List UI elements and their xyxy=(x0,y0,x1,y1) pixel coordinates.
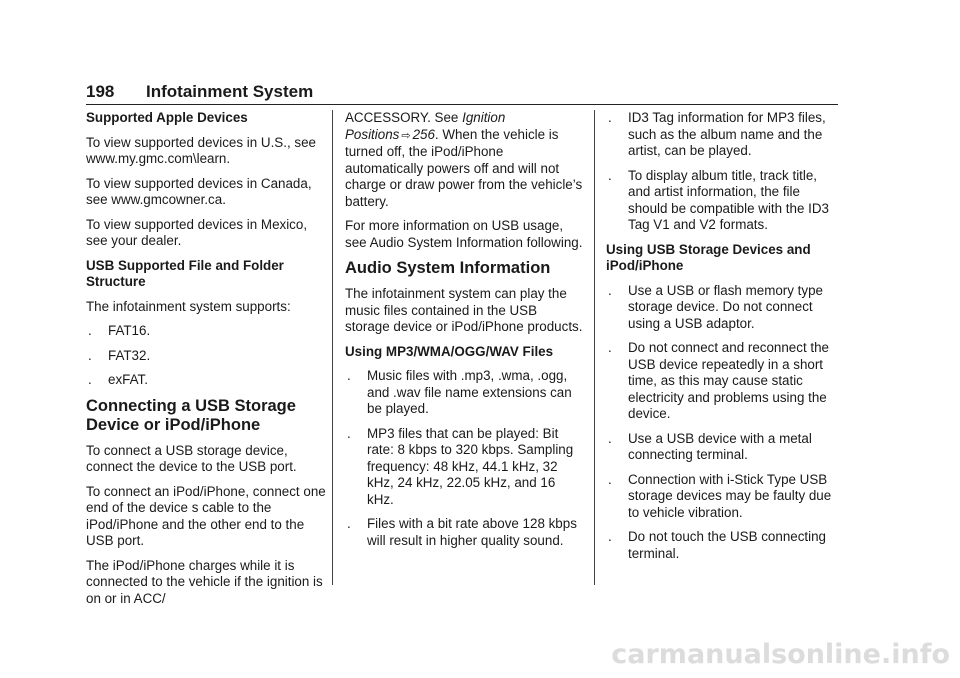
column-2 xyxy=(345,110,585,557)
heading-usb-file-structure: USB Supported File and Folder Structure xyxy=(86,257,284,289)
page-number: 198 xyxy=(86,82,115,101)
column-divider xyxy=(332,110,333,585)
bullet: . xyxy=(608,340,612,355)
bullet: . xyxy=(347,516,351,531)
paragraph-accessory: ACCESSORY. See Ignition Positions ⇨ 256. When the vehicle is turned off, the iPod/iPhone automatically powers off and will not charge or draw power from the vehicle’s battery. xyxy=(345,110,583,209)
bullet: . xyxy=(347,425,351,441)
list-item: . FAT16. xyxy=(88,323,151,338)
list-item: . Do not connect and reconnect the USB device repeatedly in a short time, as this may cause static electricity and problems using the device. xyxy=(608,340,829,421)
id3-tag-list xyxy=(606,110,842,234)
list-item: . MP3 files that can be played: Bit rate: 8 kbps to 320 kbps. Sampling frequency: 48 kHz, 44.1 kHz, 32 kHz, 24 kHz, 22.05 kHz, and 16 kHz. xyxy=(347,425,574,507)
column-1 xyxy=(86,110,326,615)
file-system-list xyxy=(86,323,326,389)
paragraph-mexico-devices: To view supported devices in Mexico, see your dealer. xyxy=(86,216,308,248)
bullet: . xyxy=(608,110,612,125)
paragraph-canada-devices: To view supported devices in Canada, see www.gmcowner.ca. xyxy=(86,175,312,207)
list-item: . FAT32. xyxy=(88,347,151,363)
mp3-files-list xyxy=(345,368,585,549)
bullet: . xyxy=(608,471,612,487)
page-ref-number[interactable]: 256 xyxy=(412,126,435,142)
ignition-positions-link[interactable]: Ignition Positions xyxy=(345,110,506,142)
heading-supported-apple-devices: Supported Apple Devices xyxy=(86,110,248,125)
paragraph-play-music: The infotainment system can play the music files contained in the USB storage device or iPod/iPhone products. xyxy=(345,286,583,334)
list-item: . exFAT. xyxy=(88,372,148,387)
paragraph-usb-usage: For more information on USB usage, see Audio System Information following. xyxy=(345,218,583,250)
list-item: . Files with a bit rate above 128 kbps will result in higher quality sound. xyxy=(347,516,577,548)
column-divider xyxy=(594,110,595,585)
paragraph-us-devices: To view supported devices in U.S., see www.my.gmc.com\learn. xyxy=(86,134,316,166)
bullet: . xyxy=(88,347,92,363)
paragraph-ipod-charges: The iPod/iPhone charges while it is connected to the vehicle if the ignition is on or in ACC/ xyxy=(86,557,323,606)
bullet: . xyxy=(608,529,612,544)
section-title: Infotainment System xyxy=(146,82,314,101)
paragraph-connect-usb: To connect a USB storage device, connect the device to the USB port. xyxy=(86,442,297,474)
bullet: . xyxy=(88,323,92,338)
bullet: . xyxy=(608,430,612,446)
bullet: . xyxy=(608,282,612,298)
paragraph-system-supports: The infotainment system supports: xyxy=(86,298,291,314)
column-3 xyxy=(606,110,842,570)
usb-device-tips-list xyxy=(606,283,842,563)
list-item: . Music files with .mp3, .wma, .ogg, and .wav file name extensions can be played. xyxy=(347,368,572,416)
list-item: . Use a USB device with a metal connecting terminal. xyxy=(608,430,812,462)
page-header xyxy=(86,82,838,105)
bullet: . xyxy=(347,368,351,383)
list-item: . Connection with i-Stick Type USB storage devices may be faulty due to vehicle vibration. xyxy=(608,471,832,520)
heading-audio-system-information: Audio System Information xyxy=(345,259,551,277)
page-ref-arrow-icon: ⇨ xyxy=(401,129,411,142)
list-item: . ID3 Tag information for MP3 files, such as the album name and the artist, can be played. xyxy=(608,110,826,158)
watermark: carmanualsonline.info xyxy=(611,639,950,670)
list-item: . To display album title, track title, and artist information, the file should be compatible with the ID3 Tag V1 and V2 formats. xyxy=(608,167,829,232)
heading-using-mp3-files: Using MP3/WMA/OGG/WAV Files xyxy=(345,343,554,359)
bullet: . xyxy=(608,167,612,183)
heading-using-usb-devices: Using USB Storage Devices and iPod/iPhone xyxy=(606,241,811,273)
paragraph-connect-ipod: To connect an iPod/iPhone, connect one end of the device s cable to the iPod/iPhone and the other end to the USB port. xyxy=(86,483,326,548)
list-item: . Do not touch the USB connecting terminal. xyxy=(608,529,827,561)
list-item: . Use a USB or flash memory type storage device. Do not connect using a USB adaptor. xyxy=(608,282,823,331)
bullet: . xyxy=(88,372,92,387)
heading-connecting-usb: Connecting a USB Storage Device or iPod/iPhone xyxy=(86,396,296,434)
